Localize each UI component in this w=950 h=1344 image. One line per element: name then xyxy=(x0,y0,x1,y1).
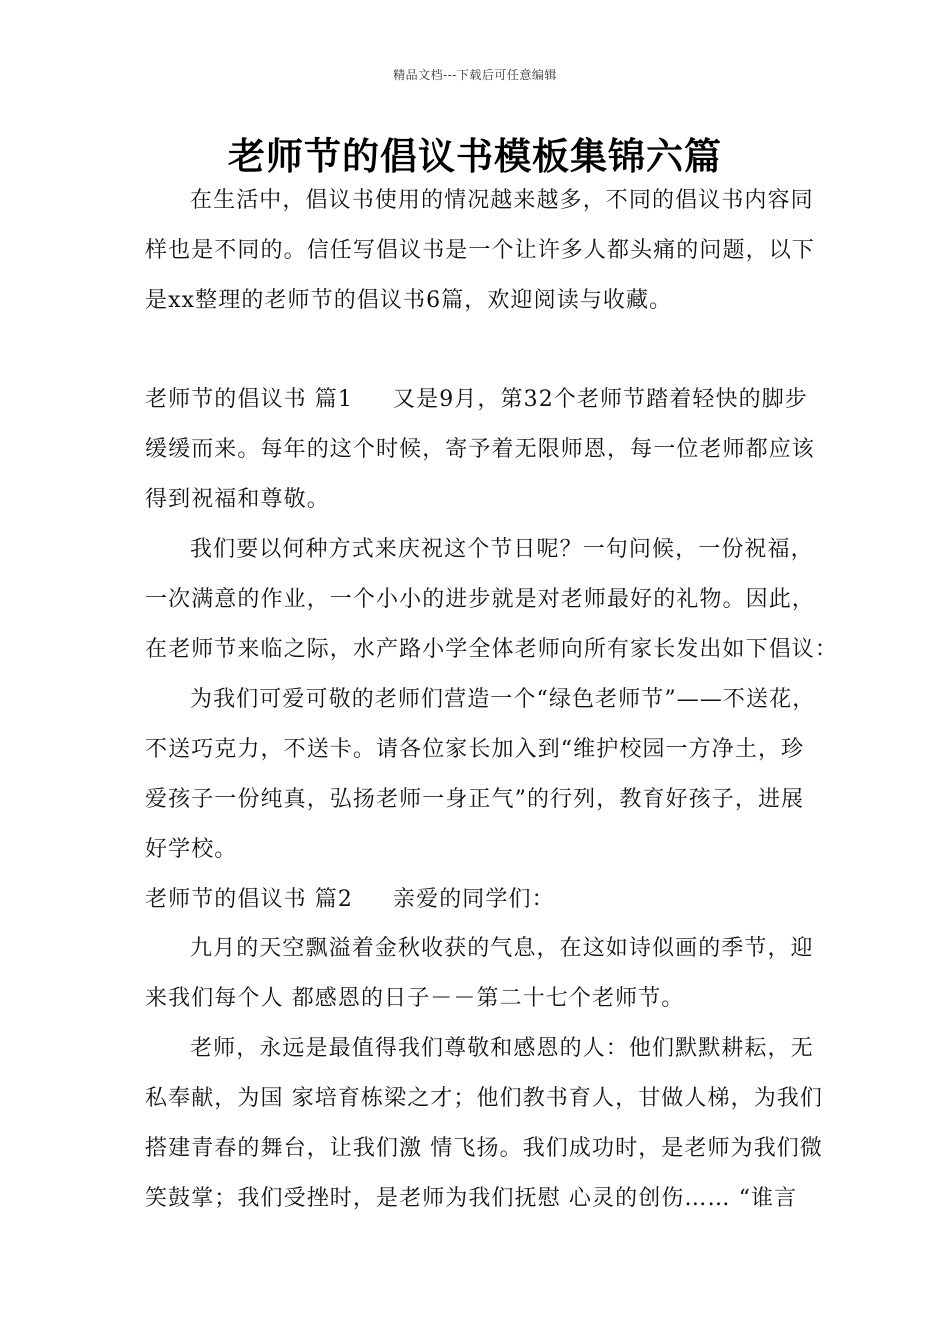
document-title: 老师节的倡议书模板集锦六篇 xyxy=(228,135,722,178)
intro-line-2: 样也是不同的。信任写倡议书是一个让许多人都头痛的问题，以下 xyxy=(145,238,815,263)
section2-p2-line-3: 搭建青春的舞台，让我们激 情飞扬。我们成功时，是老师为我们微 xyxy=(145,1136,823,1161)
section1-p3-line-4: 好学校。 xyxy=(145,837,238,862)
section2-p1-line-2: 来我们每个人 都感恩的日子－－第二十七个老师节。 xyxy=(145,986,685,1011)
section1-p2-line-3: 在老师节来临之际，水产路小学全体老师向所有家长发出如下倡议： xyxy=(145,637,839,662)
section2-p2-line-1: 老师，永远是最值得我们尊敬和感恩的人：他们默默耕耘，无 xyxy=(190,1036,814,1061)
section2-first-line xyxy=(145,885,555,915)
section2-greeting: 亲爱的同学们： xyxy=(393,887,555,912)
intro-line-3: 是xx整理的老师节的倡议书6篇，欢迎阅读与收藏。 xyxy=(145,288,673,313)
section1-p2-line-2: 一次满意的作业，一个小小的进步就是对老师最好的礼物。因此， xyxy=(145,587,815,612)
section2-p1-line-1: 九月的天空飘溢着金秋收获的气息，在这如诗似画的季节，迎 xyxy=(190,936,814,961)
section1-text-line-3: 得到祝福和尊敬。 xyxy=(145,487,330,512)
section1-p3-line-3: 爱孩子一份纯真，弘扬老师一身正气”的行列，教育好孩子，进展 xyxy=(145,787,805,812)
header-note: 精品文档---下载后可任意编辑 xyxy=(393,68,557,82)
section1-p3-line-1: 为我们可爱可敬的老师们营造一个“绿色老师节”——不送花， xyxy=(190,687,816,712)
intro-line-1: 在生活中，倡议书使用的情况越来越多，不同的倡议书内容同 xyxy=(190,188,814,213)
section2-p2-line-4: 笑鼓掌；我们受挫时，是老师为我们抚慰 心灵的创伤…… “谁言 xyxy=(145,1186,798,1211)
section1-text-line-2: 缓缓而来。每年的这个时候，寄予着无限师恩，每一位老师都应该 xyxy=(145,437,815,462)
section1-heading: 老师节的倡议书 篇1 xyxy=(145,387,353,412)
section1-p3-line-2: 不送巧克力，不送卡。请各位家长加入到“维护校园一方净土，珍 xyxy=(145,737,805,762)
section2-heading: 老师节的倡议书 篇2 xyxy=(145,887,353,912)
section1-text-line-1: 又是9月，第32个老师节踏着轻快的脚步 xyxy=(393,387,808,412)
section2-p2-line-2: 私奉献，为国 家培育栋梁之才；他们教书育人，甘做人梯，为我们 xyxy=(145,1086,823,1111)
section1-p2-line-1: 我们要以何种方式来庆祝这个节日呢？一句问候，一份祝福， xyxy=(190,537,814,562)
section1-first-line xyxy=(145,385,808,415)
